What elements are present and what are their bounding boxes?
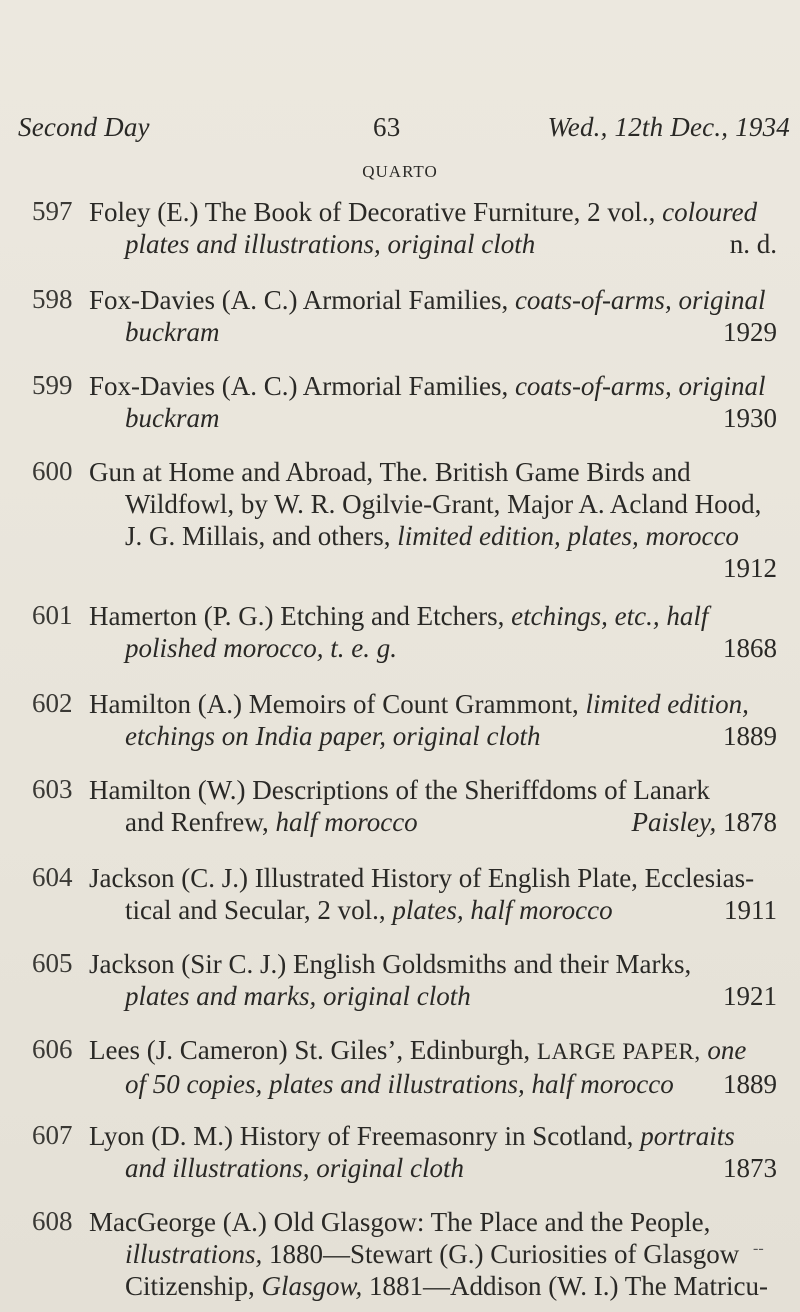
lot-description: MacGeorge (A.) Old Glasgow: The Place and the People, illustrations, 1880—Stewart (G.) Curiosities of Glasgow Citizenship, Glasgow, 1881—Addison (W. I.) The Matricu- [89,1207,768,1301]
lot-number: 608 [32,1206,73,1236]
lot-number: 599 [32,370,73,400]
lot-place: Paisley, [631,807,717,837]
section-title: QUARTO [362,162,438,181]
lot-description: Jackson (Sir C. J.) English Goldsmiths and their Marks, plates and marks, original cloth 1921 [89,949,777,1011]
lot-description: Hamilton (W.) Descriptions of the Sheriffdoms of Lanark and Renfrew, half morocco Paisley, 1878 [89,775,777,837]
lot-number: 607 [32,1120,73,1150]
lot-date: 1911 [724,895,777,925]
lot-number: 598 [32,284,73,314]
lot-date: 1930 [723,403,777,433]
lot-description: Fox-Davies (A. C.) Armorial Families, coats-of-arms, original buckram 1930 [89,371,777,433]
lot-date: 1921 [723,981,777,1011]
lot-number: 601 [32,600,73,630]
lot-number: 605 [32,948,73,978]
lot-description: Hamilton (A.) Memoirs of Count Grammont, limited edition, etchings on India paper, original cloth 1889 [89,689,777,751]
lot-date: 1873 [723,1153,777,1183]
lot-description: Lyon (D. M.) History of Freemasonry in Scotland, portraits and illustrations, original cloth 1873 [89,1121,777,1183]
lot-description: Lees (J. Cameron) St. Giles’, Edinburgh, LARGE PAPER, one of 50 copies, plates and illustrations, half morocco 1889 [89,1035,777,1099]
lot-number: 600 [32,456,73,486]
lot-date: n. d. [729,229,777,259]
lot-number: 604 [32,862,73,892]
lot-number: 603 [32,774,73,804]
lot-description: Hamerton (P. G.) Etching and Etchers, etchings, etc., half polished morocco, t. e. g. 1868 [89,601,777,663]
lot-number: 597 [32,196,73,226]
lot-date: 1929 [723,317,777,347]
page-number: 63 [373,112,401,142]
header-date: Wed., 12th Dec., 1934 [547,112,790,142]
lot-date: 1889 [723,1069,777,1099]
lot-number: 606 [32,1034,73,1064]
lot-date: 1912 [723,553,777,583]
lot-description: Foley (E.) The Book of Decorative Furniture, 2 vol., coloured plates and illustrations, original cloth n. d. [89,197,777,259]
lot-date: 1878 [723,807,777,837]
lot-date: 1889 [723,721,777,751]
lot-date: 1868 [723,633,777,663]
lot-description: Gun at Home and Abroad, The. British Game Birds and Wildfowl, by W. R. Ogilvie-Grant, Major A. Acland Hood, J. G. Millais, and others, limited edition, plates, morocco 1912 [89,457,777,583]
lot-number: 602 [32,688,73,718]
page-header [18,112,790,152]
margin-mark: -‐ [753,1240,764,1257]
lot-description: Jackson (C. J.) Illustrated History of English Plate, Ecclesias- tical and Secular, 2 vol., plates, half morocco 1911 [89,863,777,925]
lot-description: Fox-Davies (A. C.) Armorial Families, coats-of-arms, original buckram 1929 [89,285,777,347]
header-day: Second Day [18,112,150,142]
